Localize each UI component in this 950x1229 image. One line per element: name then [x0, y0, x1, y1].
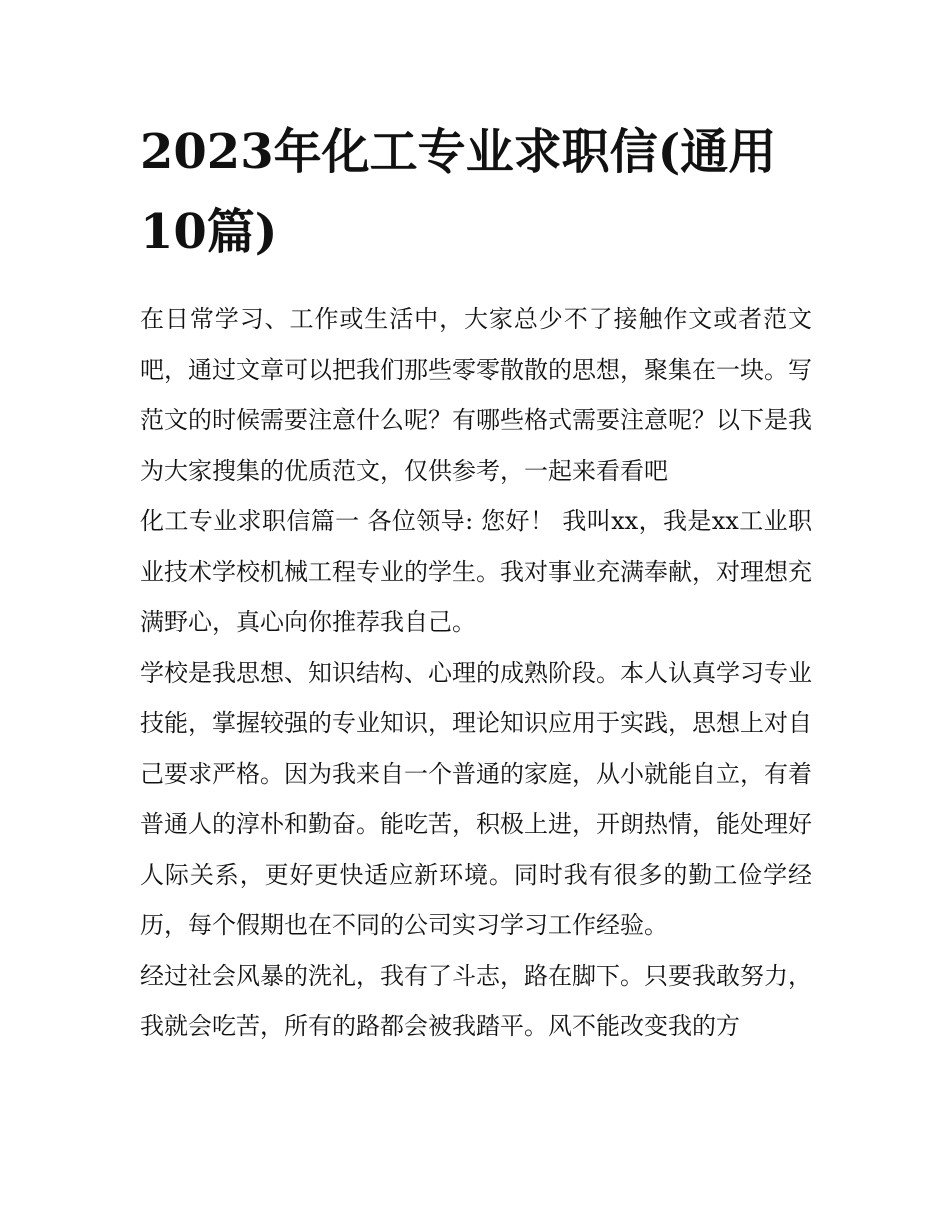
school-experience-paragraph: 学校是我思想、知识结构、心理的成熟阶段。本人认真学习专业技能，掌握较强的专业知识，理论知识应用于实践，思想上对自己要求严格。因为我来自一个普通的家庭，从小就能自立，有着普通人的淳朴和勤奋。能吃苦，积极上进，开朗热情，能处理好人际关系，更好更快适应新环境。同时我有很多的勤工俭学经历，每个假期也在不同的公司实习学习工作经验。 [140, 658, 812, 939]
letter-opening-paragraph: 化工专业求职信篇一 各位领导: 您好！ 我叫xx，我是xx工业职业技术学校机械工程专业的学生。我对事业充满奉献，对理想充满野心，真心向你推荐我自己。 [140, 507, 812, 636]
document-body [140, 112, 812, 1052]
document-title: 2023年化工专业求职信(通用10篇) [140, 124, 777, 260]
society-paragraph: 经过社会风暴的洗礼，我有了斗志，路在脚下。只要我敢努力，我就会吃苦，所有的路都会被我踏平。风不能改变我的方 [140, 961, 812, 1040]
intro-paragraph: 在日常学习、工作或生活中，大家总少不了接触作文或者范文吧，通过文章可以把我们那些零零散散的思想，聚集在一块。写范文的时候需要注意什么呢？有哪些格式需要注意呢？以下是我为大家搜集的优质范文，仅供参考，一起来看看吧 [140, 305, 812, 485]
